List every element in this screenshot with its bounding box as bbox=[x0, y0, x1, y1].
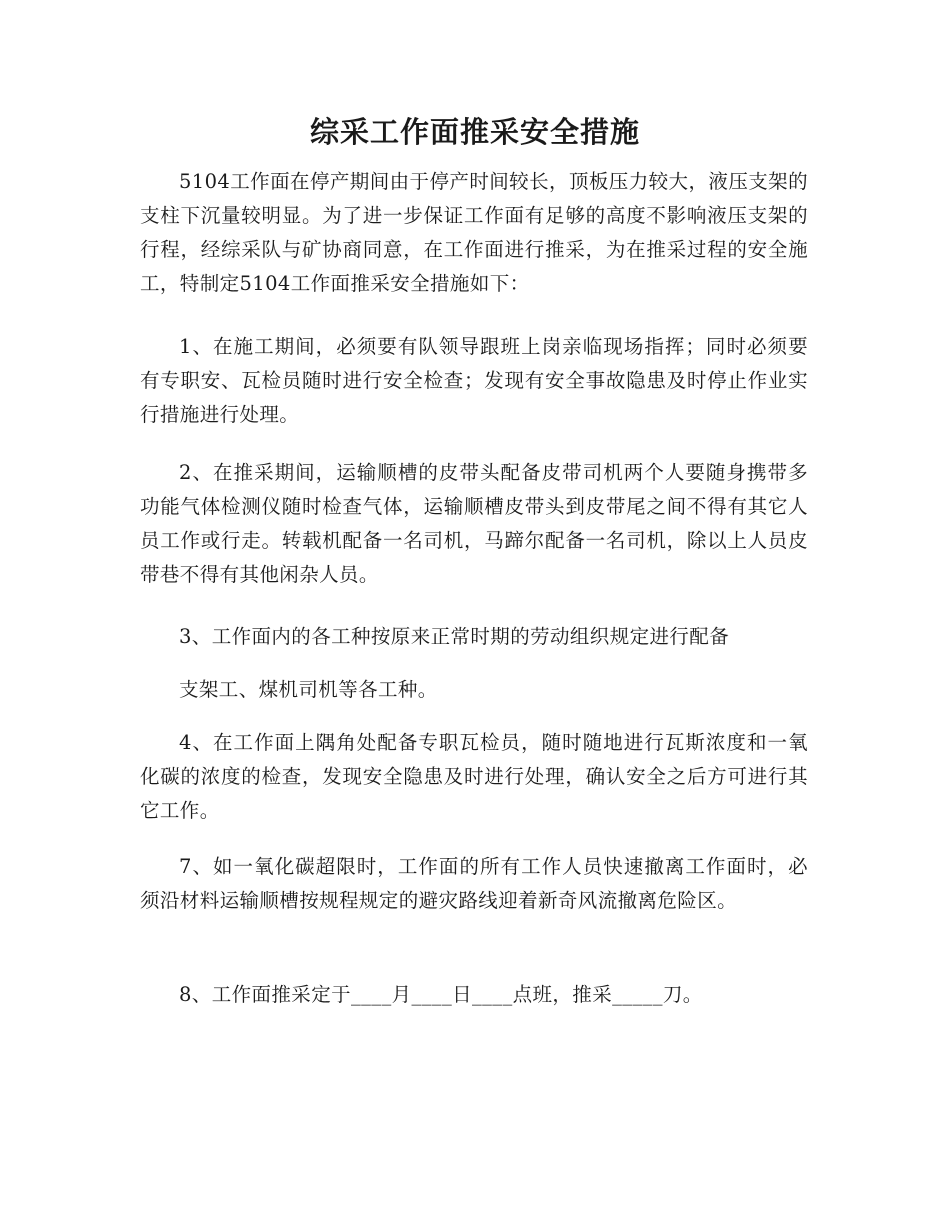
measure-item-4: 4、在工作面上隅角处配备专职瓦检员，随时随地进行瓦斯浓度和一氧化碳的浓度的检查，发现安全隐患及时进行处理，确认安全之后方可进行其它工作。 bbox=[140, 731, 808, 822]
measure-item-1: 1、在施工期间，必须要有队领导跟班上岗亲临现场指挥；同时必须要有专职安、瓦检员随时进行安全检查；发现有安全事故隐患及时停止作业实行措施进行处理。 bbox=[140, 335, 808, 426]
document-title: 综采工作面推采安全措施 bbox=[309, 115, 640, 149]
measure-item-2: 2、在推采期间，运输顺槽的皮带头配备皮带司机两个人要随身携带多功能气体检测仪随时检查气体，运输顺槽皮带头到皮带尾之间不得有其它人员工作或行走。转载机配备一名司机，马蹄尔配备一名司机，除以上人员皮带巷不得有其他闲杂人员。 bbox=[140, 461, 808, 586]
measure-item-3-continuation: 支架工、煤机司机等各工种。 bbox=[179, 678, 438, 701]
measure-item-7: 7、如一氧化碳超限时，工作面的所有工作人员快速撤离工作面时，必须沿材料运输顺槽按规程规定的避灾路线迎着新奇风流撤离危险区。 bbox=[140, 855, 808, 912]
intro-paragraph: 5104工作面在停产期间由于停产时间较长，顶板压力较大，液压支架的支柱下沉量较明显。为了进一步保证工作面有足够的高度不影响液压支架的行程，经综采队与矿协商同意，在工作面进行推采，为在推采过程的安全施工，特制定5104工作面推采安全措施如下： bbox=[140, 170, 808, 295]
measure-item-8: 8、工作面推采定于____月____日____点班，推采_____刀。 bbox=[179, 983, 703, 1006]
measure-item-3: 3、工作面内的各工种按原来正常时期的劳动组织规定进行配备 bbox=[179, 625, 730, 648]
